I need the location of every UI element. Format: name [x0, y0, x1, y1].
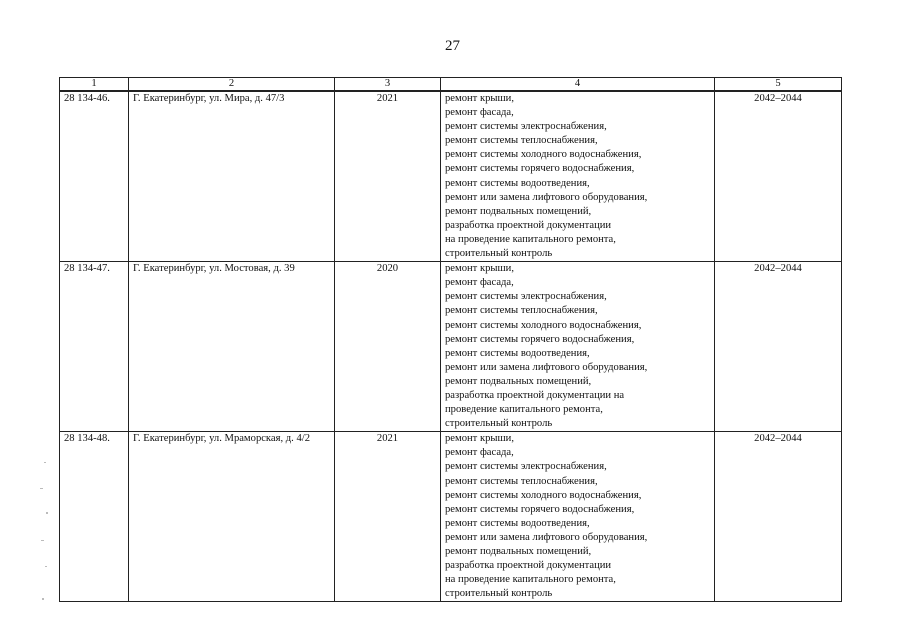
work-item: ремонт крыши, — [445, 263, 514, 275]
work-item: ремонт или замена лифтового оборудования, — [445, 361, 648, 373]
work-item: ремонт системы холодного водоснабжения, — [445, 489, 642, 501]
works-cell — [441, 432, 715, 602]
work-item: ремонт фасада, — [445, 107, 514, 119]
column-header-1: 1 — [60, 78, 129, 92]
work-item: строительный контроль — [445, 418, 553, 430]
work-item: ремонт или замена лифтового оборудования, — [445, 191, 648, 203]
work-item: ремонт подвальных помещений, — [445, 375, 592, 387]
work-item: ремонт системы электроснабжения, — [445, 461, 607, 473]
address-cell: Г. Екатеринбург, ул. Мостовая, д. 39 — [129, 262, 335, 432]
column-header-5: 5 — [715, 78, 842, 92]
address-cell: Г. Екатеринбург, ул. Мраморская, д. 4/2 — [129, 432, 335, 602]
table-row — [60, 262, 842, 432]
work-item: на проведение капитального ремонта, — [445, 574, 616, 586]
work-item: ремонт системы горячего водоснабжения, — [445, 163, 635, 175]
scan-speck — [40, 488, 43, 489]
work-item: ремонт системы водоотведения, — [445, 517, 590, 529]
column-header-3: 3 — [335, 78, 441, 92]
row-number: 28 134-48. — [60, 432, 129, 602]
year-cell: 2021 — [335, 91, 441, 262]
header-row — [60, 78, 842, 92]
works-cell — [441, 262, 715, 432]
address-cell: Г. Екатеринбург, ул. Мира, д. 47/3 — [129, 91, 335, 262]
work-item: ремонт фасада, — [445, 277, 514, 289]
period-cell: 2042–2044 — [715, 91, 842, 262]
work-item: ремонт крыши, — [445, 93, 514, 104]
work-item: ремонт системы водоотведения, — [445, 347, 590, 359]
work-item: ремонт системы горячего водоснабжения, — [445, 333, 635, 345]
row-number: 28 134-46. — [60, 91, 129, 262]
work-item: ремонт системы водоотведения, — [445, 177, 590, 189]
work-item: ремонт подвальных помещений, — [445, 205, 592, 217]
table-row — [60, 91, 842, 262]
work-item: ремонт или замена лифтового оборудования, — [445, 531, 648, 543]
work-item: ремонт системы горячего водоснабжения, — [445, 503, 635, 515]
year-cell: 2021 — [335, 432, 441, 602]
period-cell: 2042–2044 — [715, 262, 842, 432]
scan-speck — [42, 598, 44, 600]
work-item: на проведение капитального ремонта, — [445, 233, 616, 245]
row-number: 28 134-47. — [60, 262, 129, 432]
work-item: ремонт системы холодного водоснабжения, — [445, 149, 642, 161]
work-item: проведение капитального ремонта, — [445, 404, 603, 416]
year-cell: 2020 — [335, 262, 441, 432]
table-row — [60, 432, 842, 602]
scan-speck — [41, 540, 44, 541]
work-item: ремонт фасада, — [445, 447, 514, 459]
work-item: строительный контроль — [445, 588, 553, 600]
work-item: строительный контроль — [445, 248, 553, 260]
work-item: ремонт системы теплоснабжения, — [445, 475, 598, 487]
work-item: разработка проектной документации на — [445, 389, 625, 401]
column-header-2: 2 — [129, 78, 335, 92]
work-item: ремонт системы электроснабжения, — [445, 291, 607, 303]
work-item: разработка проектной документации — [445, 219, 612, 231]
scan-speck — [45, 566, 47, 567]
work-item: ремонт подвальных помещений, — [445, 546, 592, 557]
works-cell — [441, 91, 715, 262]
period-cell: 2042–2044 — [715, 432, 842, 602]
scan-speck — [44, 462, 46, 463]
work-item: разработка проектной документации — [445, 560, 612, 572]
repair-schedule-table — [59, 77, 842, 602]
page-number: 27 — [445, 38, 460, 54]
scan-speck — [46, 512, 48, 514]
work-item: ремонт системы теплоснабжения, — [445, 305, 598, 317]
work-item: ремонт системы теплоснабжения, — [445, 135, 598, 147]
column-header-4: 4 — [441, 78, 715, 92]
work-item: ремонт крыши, — [445, 433, 514, 445]
work-item: ремонт системы электроснабжения, — [445, 121, 607, 133]
work-item: ремонт системы холодного водоснабжения, — [445, 319, 642, 331]
